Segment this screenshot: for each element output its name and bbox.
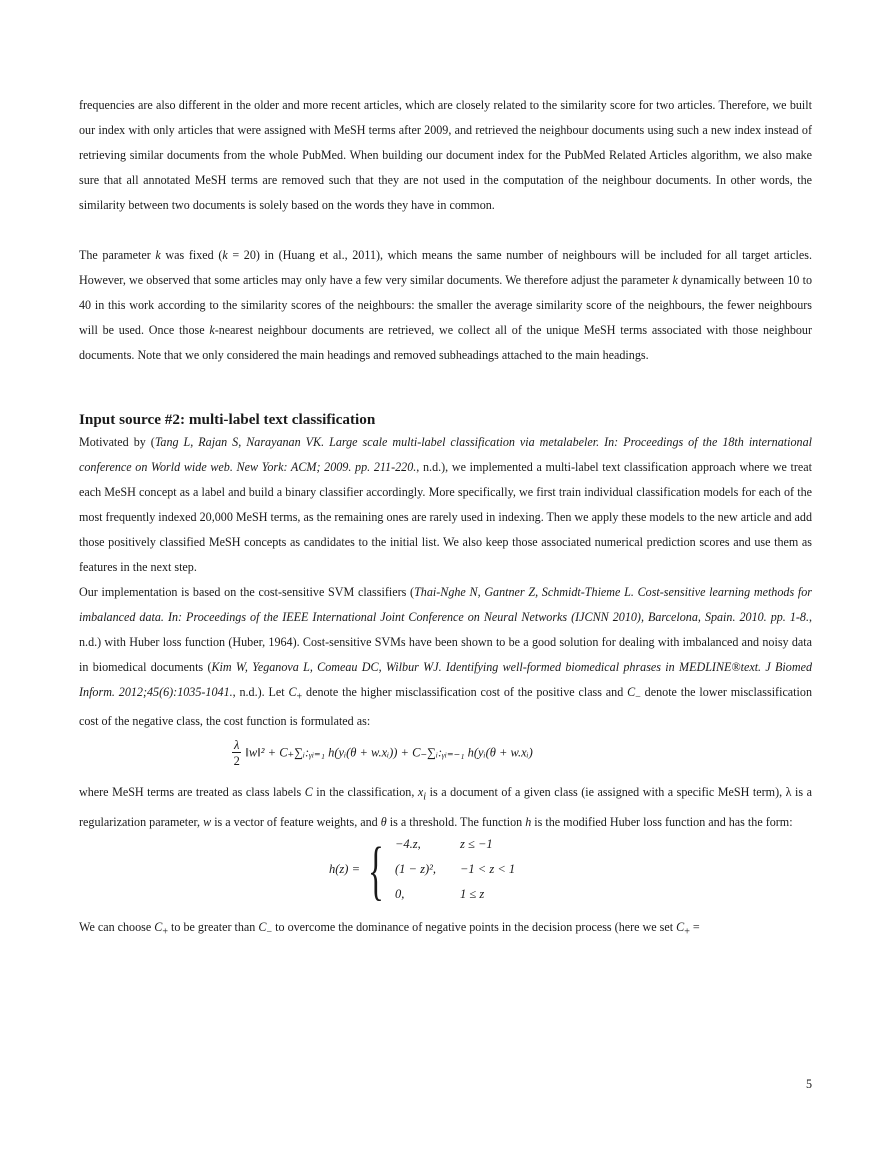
huber-case-2: (1 − z)², −1 < z < 1 (395, 861, 516, 876)
citation-thai-nghe: Thai-Nghe N, Gantner Z, Schmidt-Thieme L. Cost-sensitive learning methods for imbalanced data. In: Proceedings of the IEEE International Joint Conference on Neural Networks (IJCNN 2010), Barcelona, Spain. 2010. pp. 1-8. (79, 585, 812, 624)
paragraph-motivation: Motivated by (Tang L, Rajan S, Narayanan VK. Large scale multi-label classification via metalabeler. In: Proceedings of the 18th international conference on World wide web. New York: ACM; 2009. pp. 211-220., n.d.), we implemented a multi-label text classification approach where we treat each MeSH concept as a label and build a binary classifier accordingly. More specifically, we first train individual classification models for each of the most frequently indexed 20,000 MeSH terms, as the remaining ones are rarely used in indexing. Then we apply these models to the new article and add those positively classified MeSH concepts as candidates to the initial list. We also keep those associated numerical prediction scores and use them as features in the next step. (79, 435, 813, 574)
left-brace: { (368, 833, 384, 907)
page-content (79, 93, 812, 944)
citation-tang: Tang L, Rajan S, Narayanan VK. Large scale multi-label classification via metalabeler. In: Proceedings of the 18th international conference on World wide web. New York: ACM; 2009. pp. 211-220. (79, 435, 812, 474)
huber-case-3: 0, 1 ≤ z (395, 886, 485, 901)
paragraph-choose-c: We can choose $C_+$ to be greater than $C_-$ to overcome the dominance of negative points in the decision process (here we set $C_+$ = (79, 919, 700, 938)
paragraph-definitions: where MeSH terms are treated as class labels C in the classification, $x_i$ is a document of a given class (ie assigned with a specific MeSH term), λ is a regularization parameter, w is a vector of feature weights, and θ is a threshold. The function h is the modified Huber loss function and has the form: (79, 785, 813, 829)
paragraph-implementation: Our implementation is based on the cost-sensitive SVM classifiers (Thai-Nghe N, Gantner Z, Schmidt-Thieme L. Cost-sensitive learning methods for imbalanced data. In: Proceedings of the IEEE International Joint Conference on Neural Networks (IJCNN 2010), Barcelona, Spain. 2010. pp. 1-8., n.d.) with Huber loss function (Huber, 1964). Cost-sensitive SVMs have been shown to be a good solution for dealing with imbalanced and noisy data in biomedical documents (Kim W, Yeganova L, Comeau DC, Wilbur WJ. Identifying well-formed biomedical phrases in MEDLINE®text. J Biomed Inform. 2012;45(6):1035-1041., n.d.). Let $C_+$ denote the higher misclassification cost of the positive class and $C_-$ denote the lower misclassification cost of the negative class, the cost function is formulated as: (79, 585, 812, 729)
paragraph-neighbour-index: frequencies are also different in the older and more recent articles, which are closely related to the similarity score for two articles. Therefore, we built our index with only articles that were assigned with MeSH terms after 2009, and retrieved the neighbour documents using such a new index instead of retrieving similar documents from the whole PubMed. When building our document index for the PubMed Related Articles algorithm, we also make sure that all annotated MeSH terms are removed such that they are not used in the computation of the neighbour documents. In other words, the similarity between two documents is solely based on the words they have in common. (79, 98, 812, 212)
section-heading: Input source #2: multi-label text classification (79, 411, 376, 428)
lambda-fraction: $\frac{\lambda}{2}$ (233, 738, 240, 769)
huber-case-1: −4.z, z ≤ −1 (395, 836, 493, 851)
citation-kim: Kim W, Yeganova L, Comeau DC, Wilbur WJ. Identifying well-formed biomedical phrases in MEDLINE®text. J Biomed Inform. 2012;45(6):1035-1041. (79, 660, 812, 699)
huber-loss-equation (79, 835, 812, 915)
paragraph-parameter-k: The parameter k was fixed (k = 20) in (Huang et al., 2011), which means the same number of neighbours will be included for all target articles. However, we observed that some articles may only have a few very similar documents. We therefore adjust the parameter k dynamically between 10 to 40 in this work according to the similarity scores of the neighbours: the smaller the average similarity score of the neighbours, the fewer neighbours will be used. Once those k-nearest neighbour documents are retrieved, we collect all of the unique MeSH terms associated with those neighbour documents. Note that we only considered the main headings and removed subheadings attached to the main headings. (79, 248, 812, 362)
page-number: 5 (805, 1077, 812, 1091)
huber-lhs: h(z) = (329, 861, 360, 876)
cost-function-equation (79, 734, 812, 780)
cost-function-body: ‖w‖² + C₊∑ᵢ:ᵧᵢ₌₁ h(yᵢ(θ + w.xᵢ)) + C₋∑ᵢ:ᵧᵢ₌₋₁ h(yᵢ(θ + w.xᵢ) (245, 745, 533, 760)
